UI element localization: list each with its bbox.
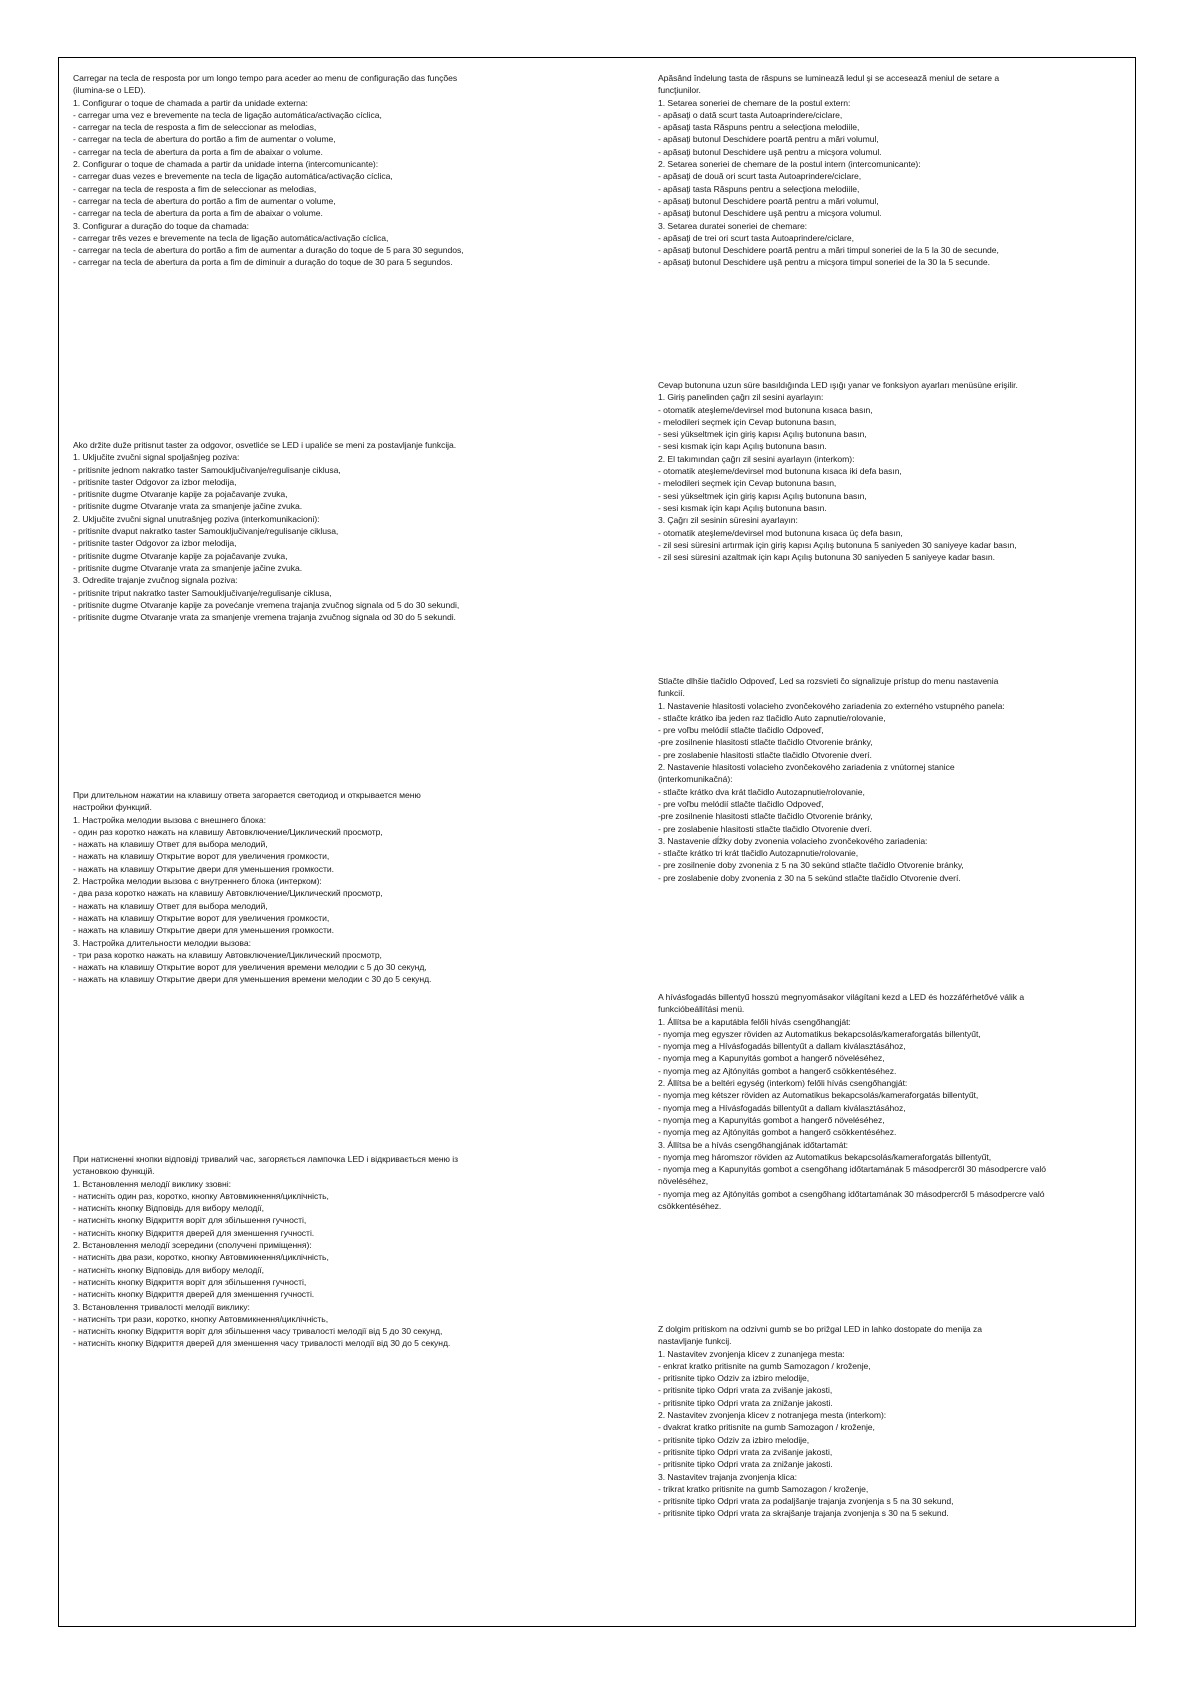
instruction-line: 3. Odredite trajanje zvučnog signala poziva:: [73, 575, 238, 586]
instruction-line: - нажать на клавишу Ответ для выбора мелодий,: [73, 839, 268, 850]
instruction-line: - nyomja meg az Ajtónyitás gombot a hangerő csökkentéséhez.: [658, 1065, 897, 1076]
instruction-line: - apăsaţi butonul Deschidere uşă pentru a micşora volumul.: [658, 146, 882, 157]
instructions-ukrainian: [73, 1153, 553, 1350]
instruction-line: - nyomja meg a Hívásfogadás billentyűt a dallam kiválasztásához,: [658, 1041, 906, 1052]
instruction-line: - carregar três vezes e brevemente na tecla de ligação automática/activação cíclica,: [73, 232, 389, 243]
instruction-line: 2. Uključite zvučni signal unutrašnjeg poziva (interkomunikacioni):: [73, 513, 320, 524]
instruction-line: - apăsaţi butonul Deschidere uşă pentru a micşora volumul.: [658, 208, 882, 219]
instruction-line: 3. Встановлення тривалості мелодії виклику:: [73, 1301, 250, 1312]
instruction-line: Carregar na tecla de resposta por um longo tempo para aceder ao menu de configuração das funções: [73, 73, 458, 83]
instruction-line: 2. Állítsa be a beltéri egység (interkom) felőli hívás csengőhangját:: [658, 1078, 908, 1089]
instruction-line: - pritisnite tipko Odpri vrata za zvišanje jakosti,: [658, 1446, 833, 1457]
instruction-line: - pritisnite dvaput nakratko taster Samouključivanje/regulisanje ciklusa,: [73, 526, 339, 537]
instruction-line: - apăsaţi o dată scurt tasta Autoaprindere/ciclare,: [658, 109, 843, 120]
instruction-line: 3. Configurar a duração do toque da chamada:: [73, 220, 250, 231]
instruction-line: nastavljanje funkcij.: [658, 1336, 732, 1347]
instruction-line: - apăsaţi butonul Deschidere uşă pentru a micşora timpul soneriei de la 30 la 5 secunde.: [658, 257, 990, 268]
instruction-line: Apăsând îndelung tasta de răspuns se luminează ledul şi se accesează meniul de setare a: [658, 73, 1000, 83]
instruction-line: 3. Nastavitev trajanja zvonjenja klica:: [658, 1471, 797, 1482]
instruction-line: 2. Nastavitev zvonjenja klicev z notranjega mesta (interkom):: [658, 1410, 887, 1421]
instruction-line: - pritisnite dugme Otvaranje kapije za pojačavanje zvuka,: [73, 550, 288, 561]
instruction-line: - pritisnite dugme Otvaranje vrata za smanjenje vremena trajanja zvučnog signala od 30 do 5 sekundi.: [73, 612, 456, 623]
instruction-line: - натисніть кнопку Відкриття дверей для зменшення гучності.: [73, 1289, 315, 1300]
instruction-line: - carregar na tecla de abertura do portão a fim de aumentar o volume,: [73, 195, 336, 206]
instruction-line: 3. Setarea duratei soneriei de chemare:: [658, 220, 808, 231]
instruction-line: - nyomja meg a Kapunyitás gombot a hangerő növeléséhez,: [658, 1053, 885, 1064]
instruction-line: - нажать на клавишу Открытие двери для уменьшения громкости.: [73, 863, 334, 874]
instruction-line: 1. Nastavitev zvonjenja klicev z zunanjega mesta:: [658, 1348, 845, 1359]
instruction-line: - nyomja meg az Ajtónyitás gombot a hangerő csökkentéséhez.: [658, 1127, 897, 1138]
instructions-serbian: [73, 439, 553, 623]
instruction-line: - melodileri seçmek için Cevap butonuna basın,: [658, 478, 837, 489]
instruction-line: При длительном нажатии на клавишу ответа загорается светодиод и открывается меню: [73, 790, 421, 800]
instruction-line: 1. Настройка мелодии вызова с внешнего блока:: [73, 814, 266, 825]
instruction-line: 1. Nastavenie hlasitosti volacieho zvončekového zariadenia zo externého vstupného panela:: [658, 700, 1005, 711]
instruction-line: - carregar na tecla de resposta a fim de seleccionar as melodias,: [73, 183, 317, 194]
instruction-line: Ako držite duže pritisnut taster za odgovor, osvetliće se LED i upaliće se meni za postavljanje funkcija.: [73, 440, 457, 450]
instructions-romanian: [658, 72, 1138, 269]
instruction-line: 2. Настройка мелодии вызова с внутреннего блока (интерком):: [73, 876, 322, 887]
instruction-line: - натисніть кнопку Відкриття дверей для зменшення часу тривалості мелодії від 30 до 5 секунд.: [73, 1338, 451, 1349]
instruction-line: установкою функцій.: [73, 1166, 155, 1177]
instruction-line: funcţiunilor.: [658, 85, 701, 96]
instruction-line: 2. Setarea soneriei de chemare de la postul intern (intercomunicante):: [658, 159, 921, 170]
instruction-line: - натисніть кнопку Відповідь для вибору мелодії,: [73, 1203, 264, 1214]
instruction-line: - stlačte krátko tri krát tlačidlo Autozapnutie/rolovanie,: [658, 848, 859, 859]
instruction-line: - три раза коротко нажать на клавишу Автовключение/Циклический просмотр,: [73, 949, 382, 960]
instruction-line: - pritisnite tipko Odziv za izbiro melodije,: [658, 1373, 810, 1384]
instruction-line: - apăsaţi de două ori scurt tasta Autoaprindere/ciclare,: [658, 171, 862, 182]
instruction-line: 1. Configurar o toque de chamada a partir da unidade externa:: [73, 97, 308, 108]
instruction-line: - pritisnite dugme Otvaranje vrata za smanjenje jačine zvuka.: [73, 562, 303, 573]
instruction-line: - pre zoslabenie hlasitosti stlačte tlačidlo Otvorenie dverí.: [658, 823, 872, 834]
instruction-line: -pre zosilnenie hlasitosti stlačte tlačidlo Otvorenie bránky,: [658, 737, 873, 748]
instruction-line: növeléséhez,: [658, 1176, 709, 1187]
instruction-line: - carregar na tecla de abertura do portão a fim de aumentar a duração do toque de 5 para 30 segundos,: [73, 245, 464, 256]
instruction-line: - pritisnite tipko Odpri vrata za znižanje jakosti.: [658, 1397, 833, 1408]
instructions-slovak: [658, 675, 1138, 884]
instruction-line: - zil sesi süresini azaltmak için kapı Açılış butonuna 30 saniyeden 5 saniyeye kadar basın.: [658, 552, 995, 563]
instruction-line: Z dolgim pritiskom na odzivni gumb se bo prižgal LED in lahko dostopate do menija za: [658, 1324, 982, 1334]
instruction-line: -pre zosilnenie hlasitosti stlačte tlačidlo Otvorenie bránky,: [658, 811, 873, 822]
instruction-line: 1. Uključite zvučni signal spoljašnjeg poziva:: [73, 452, 240, 463]
instruction-line: - carregar na tecla de abertura do portão a fim de aumentar o volume,: [73, 134, 336, 145]
instruction-line: - pre voľbu melódií stlačte tlačidlo Odpoveď,: [658, 798, 824, 809]
instruction-line: - nyomja meg az Ajtónyitás gombot a csengőhang időtartamának 30 másodpercről 5 másodpercre való: [658, 1188, 1045, 1199]
instruction-line: - pre zosilnenie doby zvonenia z 5 na 30 sekúnd stlačte tlačidlo Otvorenie bránky,: [658, 860, 964, 871]
instruction-line: - pritisnite jednom nakratko taster Samouključivanje/regulisanje ciklusa,: [73, 464, 341, 475]
instruction-line: - apăsaţi de trei ori scurt tasta Autoaprindere/ciclare,: [658, 232, 854, 243]
instruction-line: - apăsaţi butonul Deschidere poartă pentru a mări timpul soneriei de la 5 la 30 de secunde,: [658, 245, 999, 256]
instruction-line: - натисніть три рази, коротко, кнопку Автовмикнення/циклічність,: [73, 1313, 329, 1324]
instruction-line: - nyomja meg a Kapunyitás gombot a hangerő növeléséhez,: [658, 1114, 885, 1125]
instruction-line: - apăsaţi tasta Răspuns pentru a selecţiona melodiile,: [658, 183, 860, 194]
instruction-line: - pritisnite tipko Odpri vrata za znižanje jakosti.: [658, 1459, 833, 1470]
instruction-line: - carregar na tecla de resposta a fim de seleccionar as melodias,: [73, 122, 317, 133]
instruction-line: - otomatik ateşleme/devirsel mod butonuna kısaca basın,: [658, 404, 873, 415]
instruction-line: - apăsaţi butonul Deschidere poartă pentru a mări volumul,: [658, 134, 879, 145]
instruction-line: - pritisnite dugme Otvaranje kapije za pojačavanje zvuka,: [73, 489, 288, 500]
instruction-line: - apăsaţi butonul Deschidere poartă pentru a mări volumul,: [658, 195, 879, 206]
instruction-line: - sesi yükseltmek için giriş kapısı Açılış butonuna basın,: [658, 490, 867, 501]
instruction-line: - нажать на клавишу Открытие двери для уменьшения громкости.: [73, 925, 334, 936]
instruction-line: 3. Állítsa be a hívás csengőhangjának időtartamát:: [658, 1139, 849, 1150]
instruction-line: При натисненні кнопки відповіді тривалий час, загоряється лампочка LED і відкривається меню із: [73, 1154, 459, 1164]
instruction-line: 1. Állítsa be a kaputábla felőli hívás csengőhangját:: [658, 1016, 851, 1027]
instruction-line: funkcií.: [658, 688, 685, 699]
instruction-line: - carregar na tecla de abertura da porta a fim de abaixar o volume.: [73, 146, 323, 157]
instruction-line: - pritisnite dugme Otvaranje kapije za povećanje vremena trajanja zvučnog signala od 5 do 30 sekundi,: [73, 599, 460, 610]
instruction-line: - pritisnite tipko Odpri vrata za podaljšanje trajanja zvonjenja s 5 na 30 sekund,: [658, 1496, 954, 1507]
instruction-line: - otomatik ateşleme/devirsel mod butonuna kısaca iki defa basın,: [658, 466, 902, 477]
instruction-line: - enkrat kratko pritisnite na gumb Samozagon / kroženje,: [658, 1360, 871, 1371]
instruction-line: - pre zoslabenie doby zvonenia z 30 na 5 sekúnd stlačte tlačidlo Otvorenie dverí.: [658, 872, 961, 883]
instructions-slovenian: [658, 1323, 1138, 1520]
instruction-line: - pritisnite triput nakratko taster Samouključivanje/regulisanje ciklusa,: [73, 587, 332, 598]
instruction-line: 1. Giriş panelinden çağrı zil sesini ayarlayın:: [658, 392, 824, 403]
instruction-line: - carregar uma vez e brevemente na tecla de ligação automática/activação cíclica,: [73, 109, 382, 120]
instruction-line: csökkentéséhez.: [658, 1201, 722, 1212]
instruction-line: 2. Встановлення мелодії зсередини (сполучені приміщення):: [73, 1240, 312, 1251]
instruction-line: настройки функций.: [73, 802, 152, 813]
instructions-portuguese: [73, 72, 553, 269]
instruction-line: - carregar na tecla de abertura da porta a fim de abaixar o volume.: [73, 208, 323, 219]
instructions-russian: [73, 789, 553, 986]
instruction-line: - nyomja meg a Hívásfogadás billentyűt a dallam kiválasztásához,: [658, 1102, 906, 1113]
instruction-line: - sesi kısmak için kapı Açılış butonuna basın.: [658, 441, 827, 452]
instruction-line: 3. Настройка длительности мелодии вызова:: [73, 937, 251, 948]
instruction-line: - melodileri seçmek için Cevap butonuna basın,: [658, 416, 837, 427]
instruction-line: 3. Çağrı zil sesinin süresini ayarlayın:: [658, 515, 798, 526]
instruction-line: - нажать на клавишу Открытие ворот для увеличения громкости,: [73, 851, 330, 862]
instruction-line: - два раза коротко нажать на клавишу Автовключение/Циклический просмотр,: [73, 888, 383, 899]
instruction-line: - zil sesi süresini artırmak için giriş kapısı Açılış butonuna 5 saniyeden 30 saniyeye kadar basın,: [658, 539, 1017, 550]
instruction-line: - нажать на клавишу Открытие двери для уменьшения времени мелодии с 30 до 5 секунд.: [73, 974, 432, 985]
instruction-line: 1. Setarea soneriei de chemare de la postul extern:: [658, 97, 851, 108]
instruction-line: - otomatik ateşleme/devirsel mod butonuna kısaca üç defa basın,: [658, 527, 903, 538]
instruction-line: - натисніть два рази, коротко, кнопку Автовмикнення/циклічність,: [73, 1252, 329, 1263]
instruction-line: - нажать на клавишу Открытие ворот для увеличения громкости,: [73, 912, 330, 923]
instruction-line: - pritisnite tipko Odpri vrata za zvišanje jakosti,: [658, 1385, 833, 1396]
instruction-line: Cevap butonuna uzun süre basıldığında LED ışığı yanar ve fonksiyon ayarları menüsüne erişilir.: [658, 380, 1018, 390]
instruction-line: A hívásfogadás billentyű hosszú megnyomásakor világítani kezd a LED és hozzáférhetővé válik a: [658, 992, 1025, 1002]
instruction-line: (ilumina-se o LED).: [73, 85, 146, 96]
instruction-line: 2. Nastavenie hlasitosti volacieho zvončekového zariadenia z vnútornej stanice: [658, 762, 955, 773]
instruction-line: - pritisnite taster Odgovor za izbor melodija,: [73, 476, 237, 487]
instruction-line: - pritisnite tipko Odpri vrata za skrajšanje trajanja zvonjenja s 30 na 5 sekund.: [658, 1508, 949, 1519]
instruction-line: (interkomunikačná):: [658, 774, 733, 785]
instruction-line: 2. El takımından çağrı zil sesini ayarlayın (interkom):: [658, 453, 855, 464]
instructions-turkish: [658, 379, 1138, 563]
instruction-line: - nyomja meg kétszer röviden az Automatikus bekapcsolás/kameraforgatás billentyűt,: [658, 1090, 979, 1101]
instruction-line: - натисніть один раз, коротко, кнопку Автовмикнення/циклічність,: [73, 1190, 329, 1201]
instruction-line: - sesi yükseltmek için giriş kapısı Açılış butonuna basın,: [658, 429, 867, 440]
instruction-line: - натисніть кнопку Відкриття воріт для збільшення гучності,: [73, 1276, 307, 1287]
instruction-line: - apăsaţi tasta Răspuns pentru a selecţiona melodiile,: [658, 122, 860, 133]
instruction-line: Stlačte dlhšie tlačidlo Odpoveď, Led sa rozsvieti čo signalizuje prístup do menu nastavenia: [658, 676, 999, 686]
instruction-line: - carregar na tecla de abertura da porta a fim de diminuir a duração do toque de 30 para 5 segundos.: [73, 257, 453, 268]
instruction-line: - trikrat kratko pritisnite na gumb Samozagon / kroženje,: [658, 1483, 869, 1494]
instruction-line: - carregar duas vezes e brevemente na tecla de ligação automática/activação cíclica,: [73, 171, 393, 182]
instruction-line: - pritisnite dugme Otvaranje vrata za smanjenje jačine zvuka.: [73, 501, 303, 512]
instruction-line: - nyomja meg háromszor röviden az Automatikus bekapcsolás/kameraforgatás billentyűt,: [658, 1151, 992, 1162]
instruction-line: - один раз коротко нажать на клавишу Автовключение/Циклический просмотр,: [73, 826, 383, 837]
instructions-hungarian: [658, 991, 1138, 1212]
instruction-line: - stlačte krátko dva krát tlačidlo Autozapnutie/rolovanie,: [658, 786, 865, 797]
instruction-line: - натисніть кнопку Відкриття дверей для зменшення гучності.: [73, 1227, 315, 1238]
instruction-line: - нажать на клавишу Ответ для выбора мелодий,: [73, 900, 268, 911]
instruction-line: - натисніть кнопку Відповідь для вибору мелодії,: [73, 1264, 264, 1275]
instruction-line: 3. Nastavenie dĺžky doby zvonenia volacieho zvončekového zariadenia:: [658, 835, 928, 846]
instruction-line: - pritisnite tipko Odziv za izbiro melodije,: [658, 1434, 810, 1445]
instruction-line: - натисніть кнопку Відкриття воріт для збільшення часу тривалості мелодії від 5 до 30 секунд,: [73, 1326, 443, 1337]
instruction-line: - натисніть кнопку Відкриття воріт для збільшення гучності,: [73, 1215, 307, 1226]
instruction-line: 2. Configurar o toque de chamada a partir da unidade interna (intercomunicante):: [73, 159, 379, 170]
instruction-line: - stlačte krátko iba jeden raz tlačidlo Auto zapnutie/rolovanie,: [658, 712, 886, 723]
instruction-line: funkcióbeállítási menü.: [658, 1004, 745, 1015]
instruction-line: - sesi kısmak için kapı Açılış butonuna basın.: [658, 502, 827, 513]
instruction-line: - pre voľbu melódií stlačte tlačidlo Odpoveď,: [658, 725, 824, 736]
instruction-line: 1. Встановлення мелодії виклику ззовні:: [73, 1178, 231, 1189]
instruction-line: - dvakrat kratko pritisnite na gumb Samozagon / kroženje,: [658, 1422, 875, 1433]
instruction-line: - pritisnite taster Odgovor za izbor melodija,: [73, 538, 237, 549]
instruction-line: - нажать на клавишу Открытие ворот для увеличения времени мелодии с 5 до 30 секунд,: [73, 962, 427, 973]
instruction-line: - nyomja meg a Kapunyitás gombot a csengőhang időtartamának 5 másodpercről 30 másodpercre való: [658, 1164, 1046, 1175]
instruction-line: - nyomja meg egyszer röviden az Automatikus bekapcsolás/kameraforgatás billentyűt,: [658, 1028, 981, 1039]
instruction-line: - pre zoslabenie hlasitosti stlačte tlačidlo Otvorenie dverí.: [658, 749, 872, 760]
